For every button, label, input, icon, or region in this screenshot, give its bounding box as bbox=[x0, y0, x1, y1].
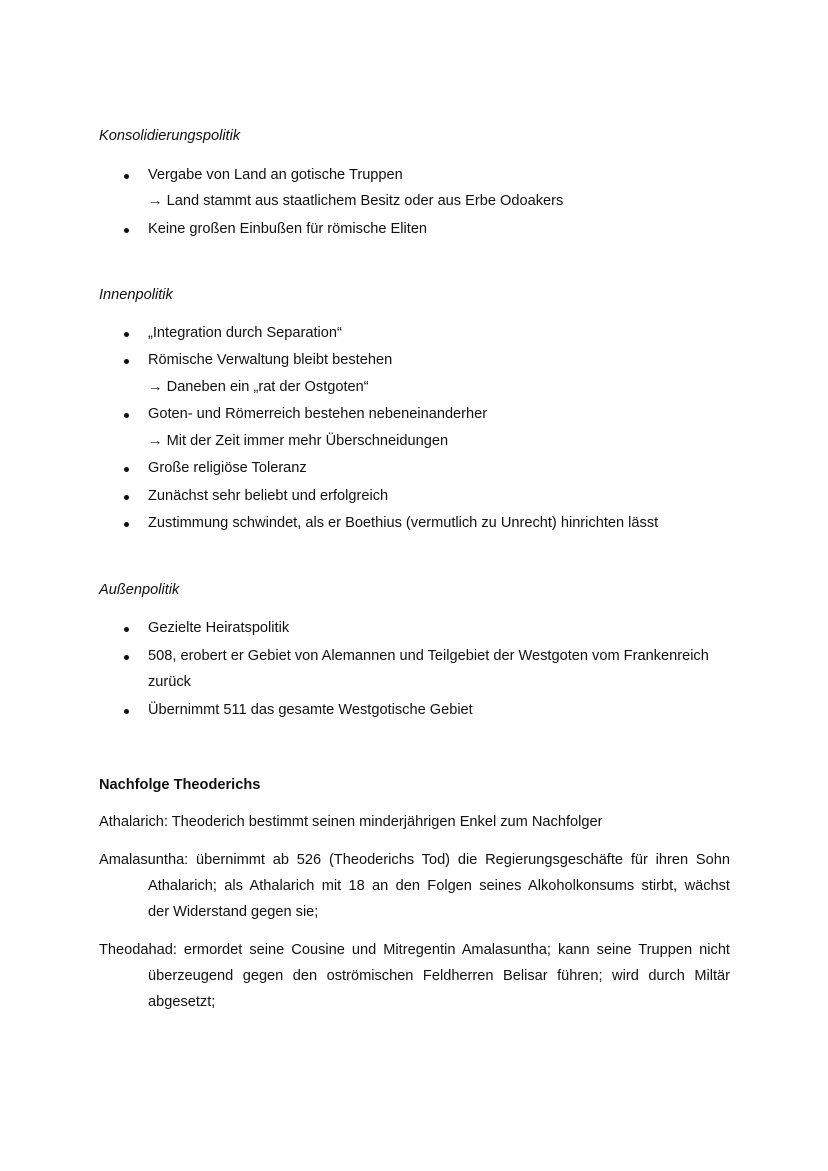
bullet-icon bbox=[124, 228, 129, 233]
list-item-text: Zustimmung schwindet, als er Boethius (vermutlich zu Unrecht) hinrichten lässt bbox=[148, 515, 659, 531]
section-heading-aussenpolitik: Außenpolitik bbox=[99, 582, 180, 598]
bullet-icon bbox=[124, 495, 129, 500]
bullet-icon bbox=[124, 655, 129, 660]
paragraph-line: Athalarich; als Athalarich mit 18 an den Folgen seines Alkoholkonsums stirbt, wächst bbox=[148, 878, 730, 894]
section-heading-nachfolge: Nachfolge Theoderichs bbox=[99, 777, 261, 793]
list-item-text: Vergabe von Land an gotische Truppen bbox=[148, 167, 403, 183]
list-item-continuation: zurück bbox=[148, 674, 191, 690]
list-item bbox=[0, 323, 828, 349]
bullet-icon bbox=[124, 709, 129, 714]
list-item bbox=[0, 513, 828, 539]
bullet-icon bbox=[124, 522, 129, 527]
bullet-icon bbox=[124, 174, 129, 179]
section-heading-konsolidierung: Konsolidierungspolitik bbox=[99, 128, 241, 144]
list-item-text: Große religiöse Toleranz bbox=[148, 460, 307, 476]
list-item-text: 508, erobert er Gebiet von Alemannen und Teilgebiet der Westgoten vom Frankenreich bbox=[148, 648, 709, 664]
bullet-icon bbox=[124, 467, 129, 472]
paragraph-line: Theodahad: ermordet seine Cousine und Mitregentin Amalasuntha; kann seine Truppen nicht bbox=[99, 942, 730, 958]
list-item-text: Goten- und Römerreich bestehen nebeneinanderher bbox=[148, 406, 488, 422]
bullet-icon bbox=[124, 413, 129, 418]
list-item-text: Römische Verwaltung bleibt bestehen bbox=[148, 352, 393, 368]
list-item-text: Gezielte Heiratspolitik bbox=[148, 620, 290, 636]
paragraph-line: abgesetzt; bbox=[148, 994, 216, 1010]
list-item-sub: → Mit der Zeit immer mehr Überschneidungen bbox=[148, 433, 449, 449]
list-item bbox=[0, 618, 828, 644]
list-item bbox=[0, 486, 828, 512]
list-item-text: „Integration durch Separation“ bbox=[148, 325, 342, 341]
list-item bbox=[0, 165, 828, 191]
list-item-text: Übernimmt 511 das gesamte Westgotische Gebiet bbox=[148, 702, 473, 718]
paragraph-line: Amalasuntha: übernimmt ab 526 (Theoderichs Tod) die Regierungsgeschäfte für ihren Sohn bbox=[99, 852, 730, 868]
list-item-text: Keine großen Einbußen für römische Eliten bbox=[148, 221, 428, 237]
paragraph-line: der Widerstand gegen sie; bbox=[148, 904, 319, 920]
list-item bbox=[0, 350, 828, 376]
list-item-sub: → Land stammt aus staatlichem Besitz oder aus Erbe Odoakers bbox=[148, 193, 564, 209]
list-item-sub: → Daneben ein „rat der Ostgoten“ bbox=[148, 379, 369, 395]
paragraph-line: Athalarich: Theoderich bestimmt seinen minderjährigen Enkel zum Nachfolger bbox=[99, 814, 603, 830]
bullet-icon bbox=[124, 627, 129, 632]
list-item bbox=[0, 404, 828, 430]
paragraph-line: überzeugend gegen den oströmischen Feldherren Belisar führen; wird durch Miltär bbox=[148, 968, 730, 984]
list-item-text: Zunächst sehr beliebt und erfolgreich bbox=[148, 488, 389, 504]
list-item bbox=[0, 219, 828, 245]
list-item bbox=[0, 458, 828, 484]
bullet-icon bbox=[124, 359, 129, 364]
list-item bbox=[0, 700, 828, 726]
list-item bbox=[0, 646, 828, 672]
section-heading-innenpolitik: Innenpolitik bbox=[99, 287, 173, 303]
bullet-icon bbox=[124, 332, 129, 337]
